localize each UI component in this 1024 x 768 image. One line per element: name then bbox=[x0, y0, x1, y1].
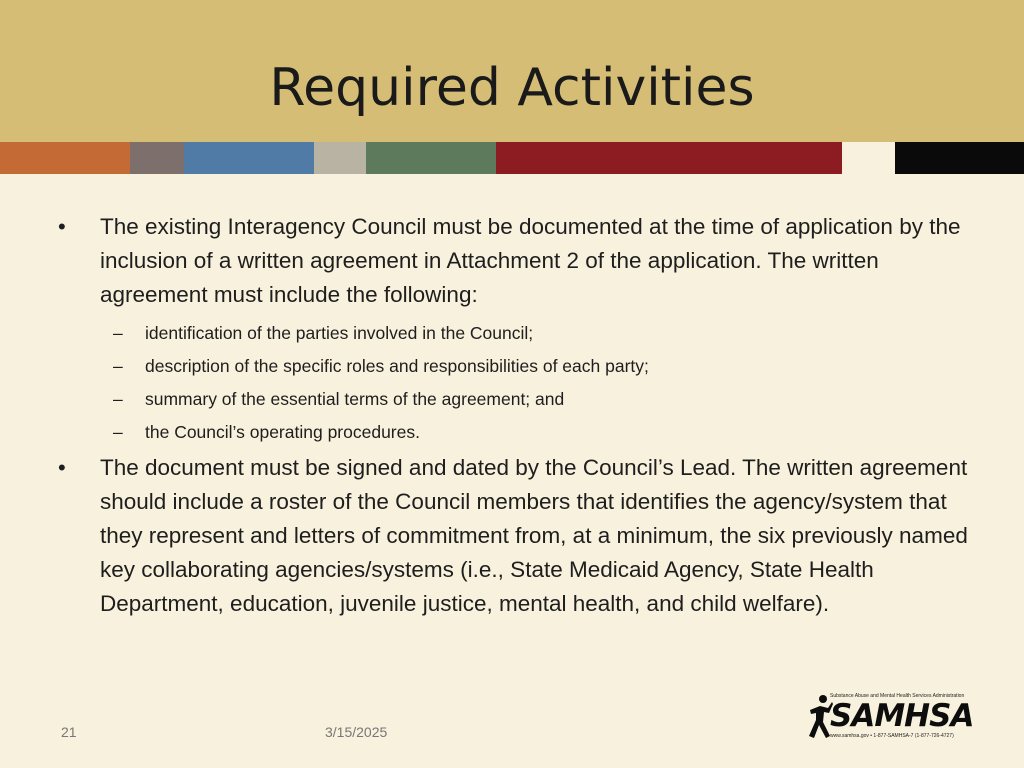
samhsa-logo bbox=[806, 690, 976, 742]
dash-marker: – bbox=[113, 322, 123, 343]
slide-body bbox=[58, 210, 978, 622]
page-number: 21 bbox=[61, 724, 77, 740]
sub-item-text: the Council’s operating procedures. bbox=[145, 421, 420, 442]
bullet-dot: • bbox=[58, 454, 66, 480]
dash-marker: – bbox=[113, 355, 123, 376]
sub-item-text: summary of the essential terms of the agreement; and bbox=[145, 388, 565, 409]
dash-marker: – bbox=[113, 388, 123, 409]
sub-item-text: identification of the parties involved in the Council; bbox=[145, 322, 534, 343]
bullet-text: The existing Interagency Council must be documented at the time of application by the inclusion of a written agreement in Attachment 2 of the application. The written agreement must include the following: bbox=[100, 214, 961, 308]
bullet-dot: • bbox=[58, 214, 66, 239]
sub-item bbox=[58, 416, 978, 449]
sub-item bbox=[58, 317, 978, 350]
color-stripe bbox=[0, 142, 1024, 174]
sub-item-text: description of the specific roles and responsibilities of each party; bbox=[145, 355, 649, 376]
stripe-segment bbox=[130, 142, 184, 174]
slide-date: 3/15/2025 bbox=[325, 724, 388, 740]
bullet-item bbox=[58, 451, 978, 622]
logo-contact: www.samhsa.gov • 1-877-SAMHSA-7 (1-877-726-4727) bbox=[830, 733, 954, 739]
sub-item bbox=[58, 383, 978, 416]
stripe-segment bbox=[496, 142, 842, 174]
stripe-segment bbox=[184, 142, 314, 174]
stripe-segment bbox=[314, 142, 366, 174]
stripe-segment bbox=[842, 142, 895, 174]
dash-marker: – bbox=[113, 421, 123, 442]
stripe-segment bbox=[895, 142, 1024, 174]
sub-list bbox=[58, 317, 978, 449]
stripe-segment bbox=[366, 142, 496, 174]
bullet-item bbox=[58, 210, 978, 313]
slide-title: Required Activities bbox=[269, 58, 755, 118]
logo-wordmark: SAMHSA bbox=[830, 698, 974, 734]
sub-item bbox=[58, 350, 978, 383]
bullet-text: The document must be signed and dated by the Council’s Lead. The written agreement should include a roster of the Council members that identifies the agency/system that they represent and letters of commitment from, at a minimum, the six previously named key collaborating agencies/systems (i.e., State Medicaid Agency, State Health Department, education, juvenile justice, mental health, and child welfare). bbox=[100, 454, 968, 617]
stripe-segment bbox=[0, 142, 130, 174]
logo-tagline: Substance Abuse and Mental Health Services Administration bbox=[830, 693, 965, 699]
